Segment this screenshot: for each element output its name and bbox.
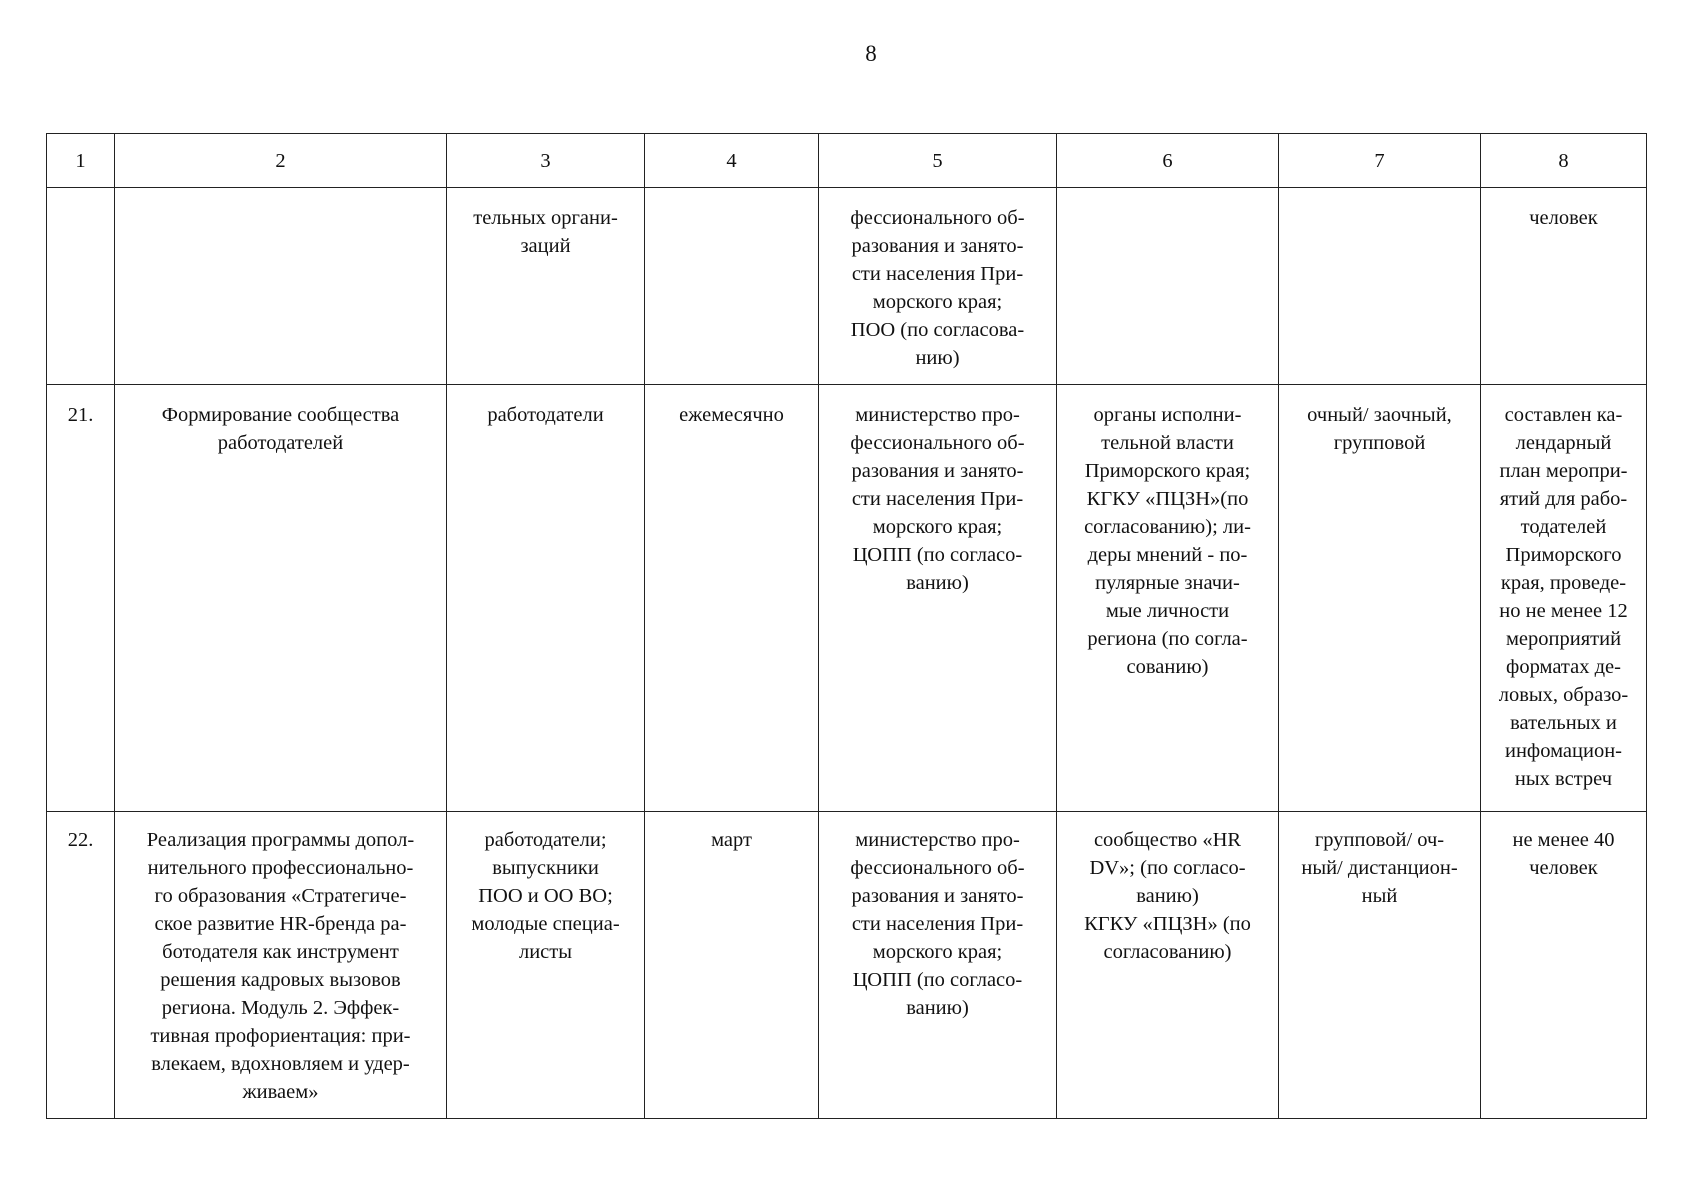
table-cell: работодатели; выпускники ПОО и ОО ВО; молодые специа- листы [447, 812, 645, 1119]
row-number: 21. [47, 385, 115, 812]
table-cell: министерство про- фессионального об- разования и занято- сти населения При- морского края; ЦОПП (по согласо- ванию) [819, 385, 1057, 812]
table-cell [47, 188, 115, 385]
row-number: 22. [47, 812, 115, 1119]
table-cell: Формирование сообщества работодателей [115, 385, 447, 812]
table-cell: сообщество «HR DV»; (по согласо- ванию) КГКУ «ПЦЗН» (по согласованию) [1057, 812, 1279, 1119]
table-header-row [47, 134, 1647, 188]
column-header: 6 [1057, 134, 1279, 188]
column-header: 2 [115, 134, 447, 188]
table-cell [645, 188, 819, 385]
table-cell [1279, 188, 1481, 385]
table-row [47, 385, 1647, 812]
column-header: 7 [1279, 134, 1481, 188]
table-cell: ежемесячно [645, 385, 819, 812]
table-cell: работодатели [447, 385, 645, 812]
table-cell: человек [1481, 188, 1647, 385]
table-cell [1057, 188, 1279, 385]
table-cell: очный/ заочный, групповой [1279, 385, 1481, 812]
table-cell: органы исполни- тельной власти Приморского края; КГКУ «ПЦЗН»(по согласованию); ли- деры мнений - по- пулярные значи- мые личности региона (по согла- сованию) [1057, 385, 1279, 812]
column-header: 4 [645, 134, 819, 188]
column-header: 1 [47, 134, 115, 188]
table-cell: фессионального об- разования и занято- сти населения При- морского края; ПОО (по согласова- нию) [819, 188, 1057, 385]
table-cell: март [645, 812, 819, 1119]
column-header: 3 [447, 134, 645, 188]
table-cell: Реализация программы допол- нительного профессионально- го образования «Стратегиче- ское развитие HR-бренда ра- ботодателя как инструмент решения кадровых вызовов региона. Модуль 2. Эффек- тивная профориентация: при- влекаем, вдохновляем и удер- живаем» [115, 812, 447, 1119]
table-cell [115, 188, 447, 385]
column-header: 5 [819, 134, 1057, 188]
table-cell: составлен ка- лендарный план меропри- ятий для рабо- тодателей Приморского края, проведе- но не менее 12 мероприятий форматах де- ловых, образо- вательных и инфомацион- ных встреч [1481, 385, 1647, 812]
page-number: 8 [865, 41, 877, 66]
table-row [47, 812, 1647, 1119]
column-header: 8 [1481, 134, 1647, 188]
document-table [46, 133, 1647, 1119]
table-cell: групповой/ оч- ный/ дистанцион- ный [1279, 812, 1481, 1119]
table-cell: министерство про- фессионального об- разования и занято- сти населения При- морского края; ЦОПП (по согласо- ванию) [819, 812, 1057, 1119]
table-cell: не менее 40 человек [1481, 812, 1647, 1119]
page-number-container [0, 40, 1690, 68]
table-row [47, 188, 1647, 385]
table-cell: тельных органи- заций [447, 188, 645, 385]
